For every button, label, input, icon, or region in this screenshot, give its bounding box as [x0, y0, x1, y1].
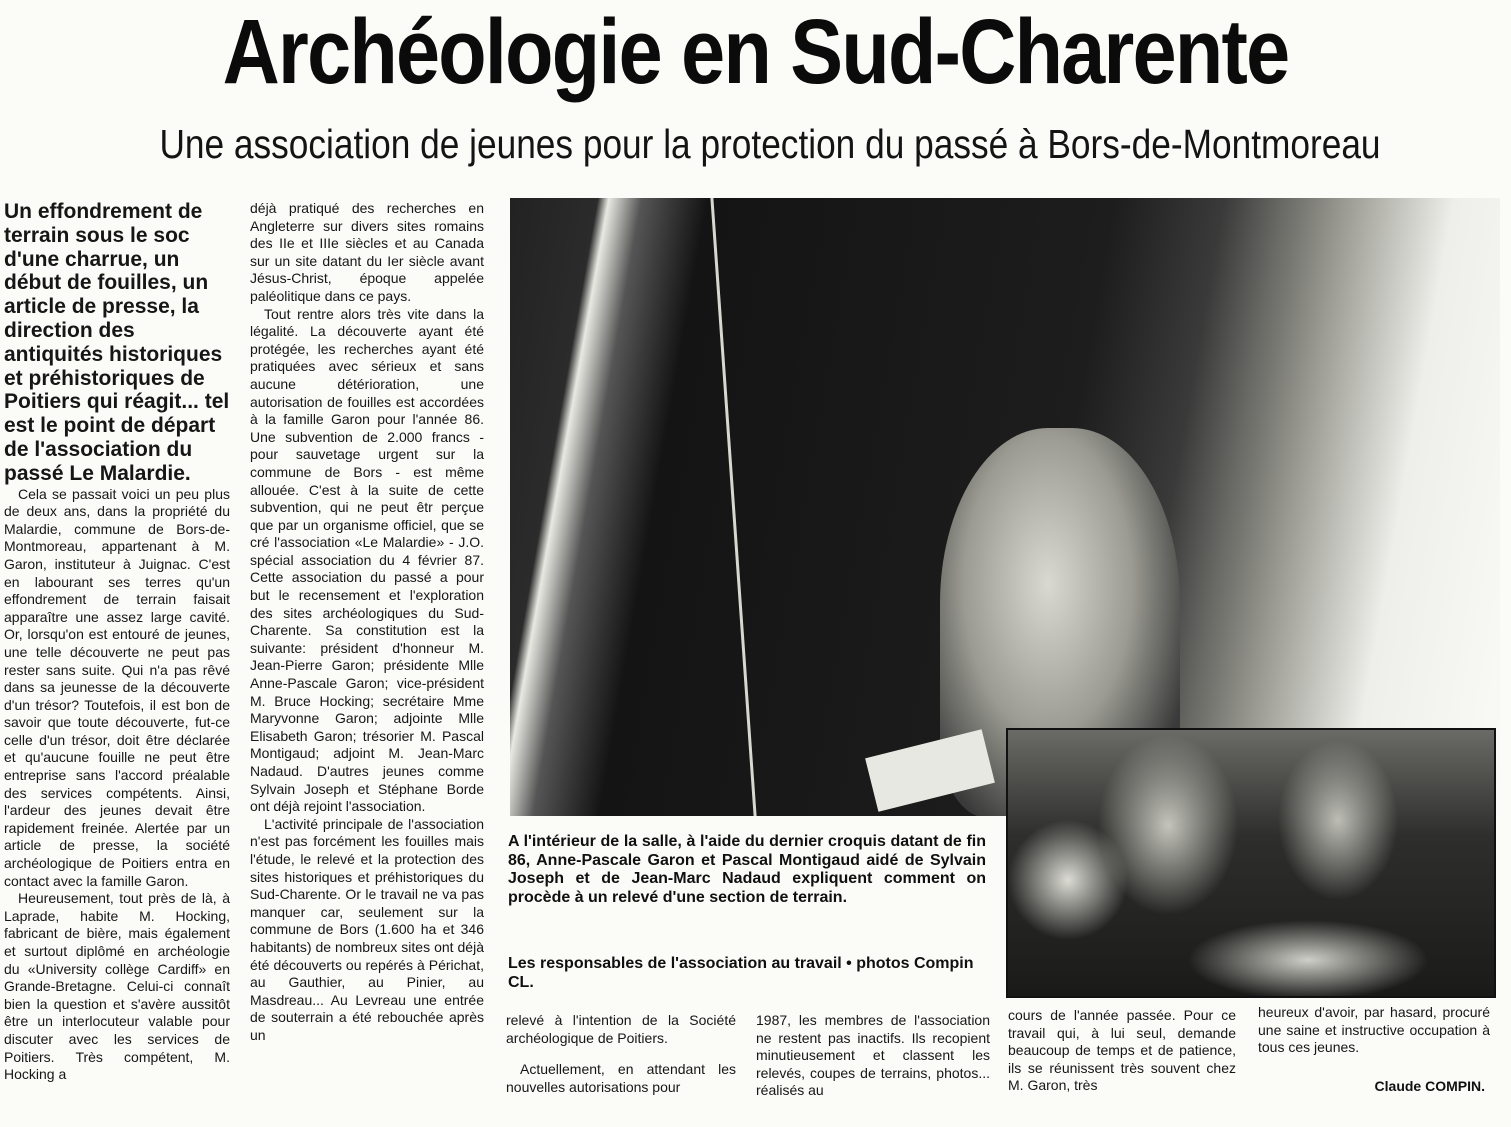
article-column-6 [1258, 1004, 1490, 1074]
column2-paragraph: L'activité principale de l'association n'est pas forcément les fouilles mais l'étude, le relevé et la protection des sites historiques et préhistoriques du Sud-Charente. Or le travail ne va pas manquer car, seulement sur la commune de Bors (1.600 ha et 346 habitants) de nombreux sites ont déjà été découverts ou repérés à Périchat, au Gauthier, au Pinier, au Masdreau... Au Levreau une entrée de souterrain a été rebouchée après un [250, 815, 484, 1043]
column2-paragraph: Tout rentre alors très vite dans la légalité. La découverte ayant été protégée, les recherches ayant été pratiquées avec sérieux et sans aucune détérioration, une autorisation de fouilles est accordées à la famille Garon pour l'année 86. Une subvention de 2.000 francs - pour sauvetage urgent sur la commune de Bors - est même allouée. C'est à la suite de cette subvention, qui ne peut êtr perçue que par un organisme officiel, que se cré l'association «Le Malardie» - J.O. spécial association du 4 février 87. Cette association du passé a pour but le recensement et l'exploration des sites archéologiques du Sud-Charente. Sa constitution est la suivante: président d'honneur M. Jean-Pierre Garon; présidente Mlle Anne-Pascale Garon; vice-président M. Bruce Hocking; secrétaire Mme Maryvonne Garon; adjointe Mlle Elisabeth Garon; trésorier M. Pascal Montigaud; adjoint M. Jean-Marc Nadaud. D'autres jeunes comme Sylvain Joseph et Stéphane Borde ont déjà rejoint l'association. [250, 305, 484, 815]
cave-interior-photo [510, 198, 1500, 816]
column4-paragraph: 1987, les membres de l'association ne restent pas inactifs. Ils recopient minutieusement et classent les relevés, coupes de terrains, photos... réalisés au [756, 1012, 990, 1099]
author-signature: Claude COMPIN. [1374, 1078, 1485, 1094]
photo-credit: Les responsables de l'association au travail • photos Compin CL. [508, 955, 974, 991]
article-column-1 [4, 200, 230, 1115]
column6-paragraph: heureux d'avoir, par hasard, procuré une saine et instructive occupation à tous ces jeunes. [1258, 1004, 1490, 1056]
photo-crack-detail [710, 198, 756, 816]
article-column-3 [506, 1012, 736, 1112]
subheadline: Une association de jeunes pour la protection du passé à Bors-de-Montmoreau [159, 121, 1381, 167]
photo-caption: A l'intérieur de la salle, à l'aide du dernier croquis datant de fin 86, Anne-Pascale Garon et Pascal Montigaud aidé de Sylvain Joseph et de Jean-Marc Nadaud expliquent comment on procède à un relevé d'une section de terrain. [508, 833, 986, 906]
column2-paragraph: déjà pratiqué des recherches en Angleterre sur divers sites romains des IIe et IIIe siècles et au Canada sur un site datant du Ier siècle avant Jésus-Christ, époque appelée paléolitique dans ce pays. [250, 200, 484, 304]
column5-paragraph: cours de l'année passée. Pour ce travail qui, à lui seul, demande beaucoup de temps et de patience, ils se réunissent très souvent chez M. Garon, très [1008, 1007, 1236, 1094]
column1-paragraph: Heureusement, tout près de là, à Laprade, habite M. Hocking, fabricant de bière, mais également et surtout diplômé en archéologie du «University collège Cardiff» en Grande-Bretagne. Celui-ci connaît bien la question et s'avère aussitôt être un interlocuteur valable pour discuter avec les services de Poitiers. Très compétent, M. Hocking a [4, 890, 230, 1083]
article-column-2 [250, 200, 484, 1115]
article-column-5 [1008, 1007, 1236, 1107]
article-column-4 [756, 1012, 990, 1112]
headline: Archéologie en Sud-Charente [222, 1, 1289, 103]
column3-paragraph: relevé à l'intention de la Société archéologique de Poitiers. [506, 1012, 736, 1046]
lead-paragraph: Un effondrement de terrain sous le soc d'une charrue, un début de fouilles, un article de presse, la direction des antiquités historiques et préhistoriques de Poitiers qui réagit... tel est le point de départ de l'association du passé Le Malardie. [4, 200, 230, 485]
column3-paragraph: Actuellement, en attendant les nouvelles autorisations pour [506, 1061, 736, 1095]
column1-paragraph: Cela se passait voici un peu plus de deux ans, dans la propriété du Malardie, commune de Bors-de-Montmoreau, appartenant à M. Garon, instituteur à Juignac. C'est en labourant ses terres qu'un effondrement de terrain faisait apparaître une assez large cavité. Or, lorsqu'on est entouré de jeunes, une telle découverte ne peut pas rester sans suite. Qui n'a pas rêvé dans sa jeunesse de la découverte d'un trésor? Toutefois, il est bon de savoir que toute découverte, fut-ce celle d'un trésor, doit être déclarée et qu'aucune fouille ne peut être entreprise sans l'accord préalable des services compétents. Ainsi, l'ardeur des jeunes devait être rapidement freinée. Alertée par un article de presse, la société archéologique de Poitiers entra en contact avec la famille Garon. [4, 485, 230, 889]
group-meeting-photo [1006, 728, 1496, 998]
